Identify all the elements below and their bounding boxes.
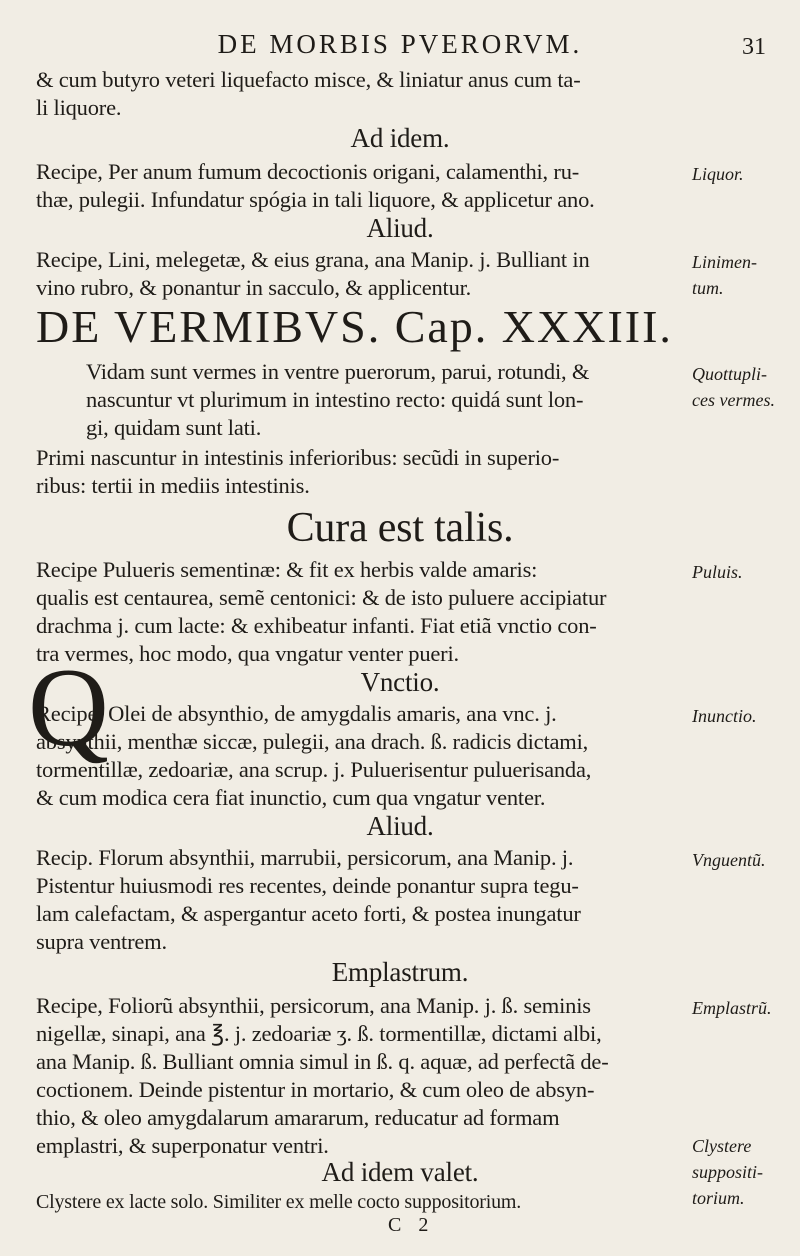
text-line: Vidam sunt vermes in ventre puerorum, parui, rotundi, & xyxy=(86,359,590,384)
text-line: Pistentur huiusmodi res recentes, deinde ponantur supra tegu- xyxy=(36,873,579,898)
margin-note: suppositi- xyxy=(692,1162,764,1182)
text-line: Recip. Florum absynthii, marrubii, persicorum, ana Manip. j. xyxy=(36,845,574,870)
text-line: Recipe Pulueris sementinæ: & fit ex herbis valde amaris: xyxy=(36,557,538,582)
margin-note: Puluis. xyxy=(692,562,743,582)
text-line: coctionem. Deinde pistentur in mortario, & cum oleo de absyn- xyxy=(36,1077,595,1102)
text-line: absynthii, menthæ siccæ, pulegii, ana drach. ß. radicis dictami, xyxy=(36,729,589,754)
text-line: vino rubro, & ponantur in sacculo, & applicentur. xyxy=(36,275,472,300)
margin-note: Quottupli- xyxy=(692,364,767,384)
text-line: Recipe, Olei de absynthio, de amygdalis amaris, ana vnc. j. xyxy=(36,701,557,726)
running-title: DE MORBIS PVERORVM. xyxy=(217,29,583,59)
margin-note: ces vermes. xyxy=(692,390,775,410)
text-line: Recipe, Per anum fumum decoctionis origani, calamenthi, ru- xyxy=(36,159,580,184)
section-heading: Aliud. xyxy=(366,811,434,841)
text-line: nigellæ, sinapi, ana ℥. j. zedoariæ ʒ. ß. tormentillæ, dictami albi, xyxy=(36,1021,602,1046)
section-heading: Vnctio. xyxy=(360,667,440,697)
text-line: emplastri, & superponatur ventri. xyxy=(36,1133,329,1158)
text-line: thio, & oleo amygdalarum amararum, reducatur ad formam xyxy=(36,1105,560,1130)
page-number: 31 xyxy=(742,34,766,60)
section-heading: Emplastrum. xyxy=(331,957,469,987)
text-line: Recipe, Lini, melegetæ, & eius grana, ana Manip. j. Bulliant in xyxy=(36,247,590,272)
text-line: li liquore. xyxy=(36,95,122,120)
text-line: Primi nascuntur in intestinis inferioribus: secũdi in superio- xyxy=(36,445,560,470)
text-line: gi, quidam sunt lati. xyxy=(86,415,262,440)
text-line: Recipe, Foliorũ absynthii, persicorum, ana Manip. j. ß. seminis xyxy=(36,993,591,1018)
text-line: ribus: tertii in mediis intestinis. xyxy=(36,473,310,498)
text-line: drachma j. cum lacte: & exhibeatur infanti. Fiat etiã vnctio con- xyxy=(36,613,597,638)
text-line: & cum butyro veteri liquefacto misce, & liniatur anus cum ta- xyxy=(36,67,581,92)
section-heading: Aliud. xyxy=(366,213,434,243)
margin-note: Inunctio. xyxy=(692,706,757,726)
section-heading: Ad idem valet. xyxy=(321,1157,479,1187)
text-line: tra vermes, hoc modo, qua vngatur venter pueri. xyxy=(36,641,459,666)
signature-mark: C 2 xyxy=(388,1214,435,1236)
text-line: & cum modica cera fiat inunctio, cum qua vngatur venter. xyxy=(36,785,546,810)
text-line: lam calefactam, & aspergantur aceto forti, & postea inungatur xyxy=(36,901,581,926)
text-line: tormentillæ, zedoariæ, ana scrup. j. Puluerisentur puluerisanda, xyxy=(36,757,592,782)
margin-note: Emplastrũ. xyxy=(692,998,772,1018)
margin-note: Linimen- xyxy=(692,252,757,272)
margin-note: Vnguentũ. xyxy=(692,850,766,870)
text-line: thæ, pulegii. Infundatur spógia in tali liquore, & applicetur ano. xyxy=(36,187,595,212)
section-heading: Ad idem. xyxy=(350,123,450,153)
text-line: qualis est centaurea, semẽ centonici: & de isto puluere accipiatur xyxy=(36,585,607,610)
text-line: ana Manip. ß. Bulliant omnia simul in ß. q. aquæ, ad perfectã de- xyxy=(36,1049,609,1074)
text-line: supra ventrem. xyxy=(36,929,167,954)
margin-note: tum. xyxy=(692,278,724,298)
text-line: Clystere ex lacte solo. Similiter ex melle cocto suppositorium. xyxy=(36,1191,522,1213)
drop-cap: Q xyxy=(28,646,109,770)
margin-note: Liquor. xyxy=(692,164,744,184)
section-heading: Cura est talis. xyxy=(286,505,514,551)
text-line: nascuntur vt plurimum in intestino recto: quidá sunt lon- xyxy=(86,387,584,412)
margin-note: Clystere xyxy=(692,1136,752,1156)
margin-note: torium. xyxy=(692,1188,745,1208)
chapter-heading: DE VERMIBVS. Cap. XXXIII. xyxy=(36,301,673,352)
